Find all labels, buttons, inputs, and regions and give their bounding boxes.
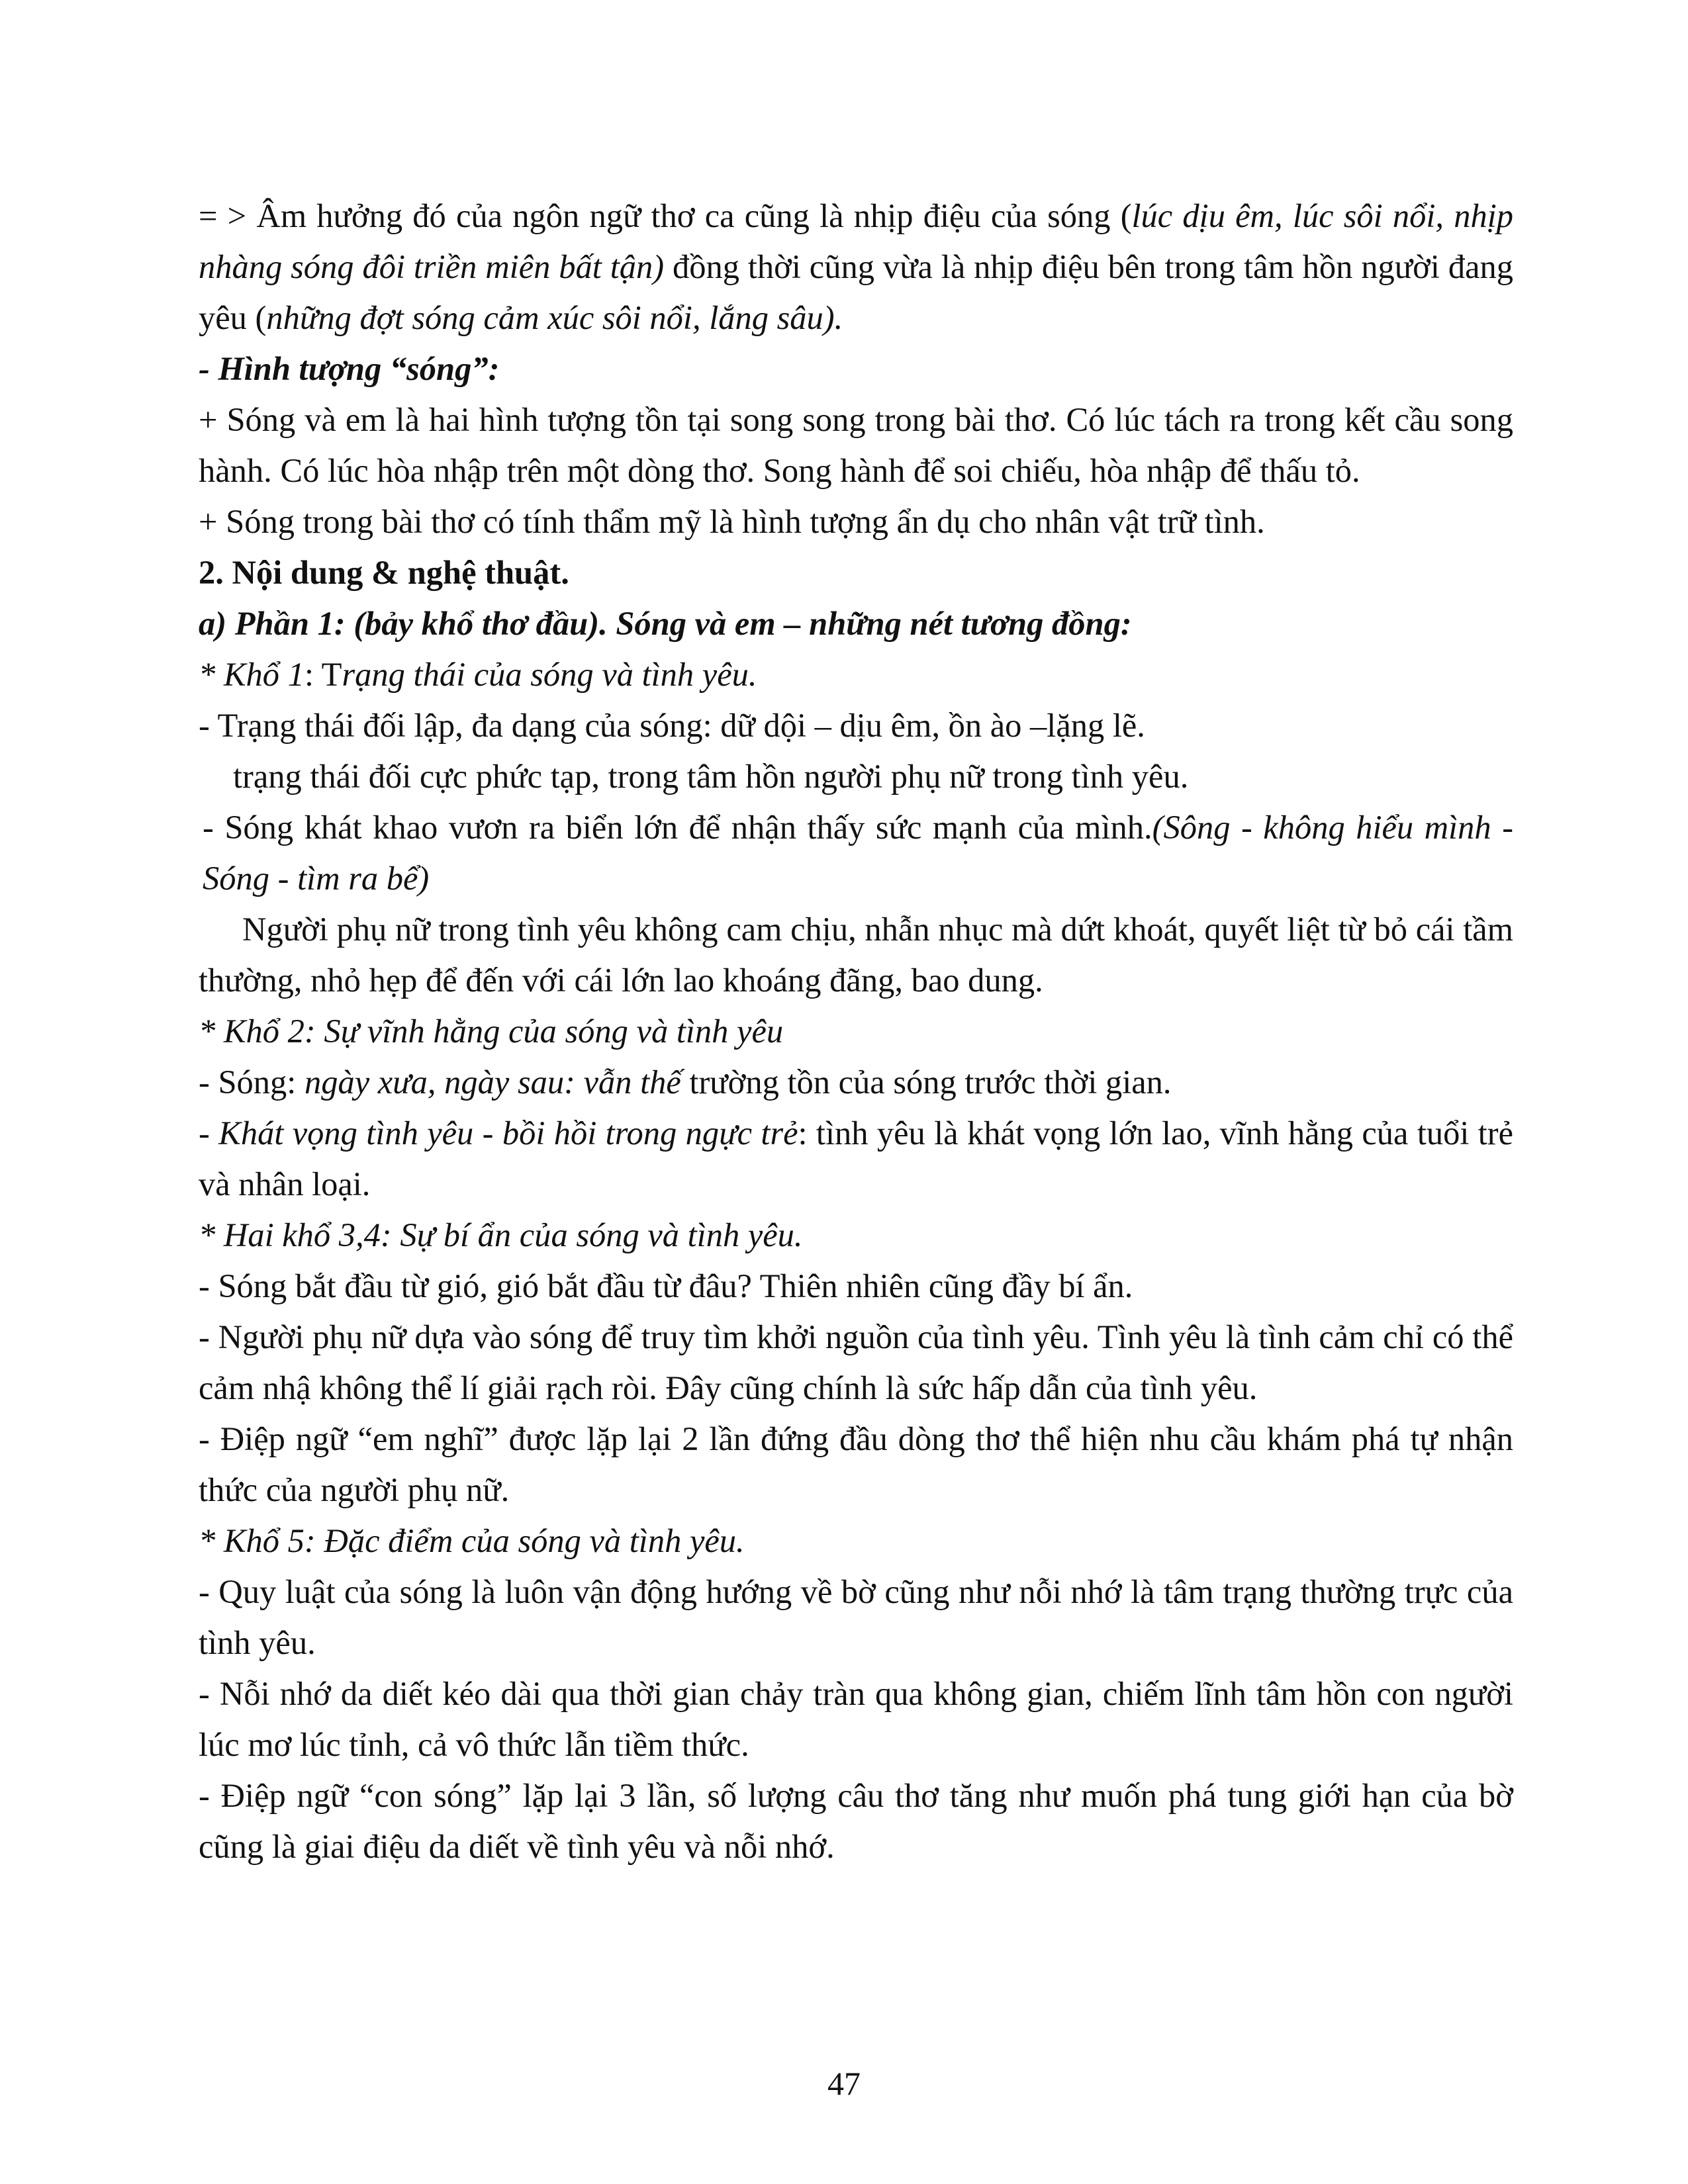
heading-kho-1: [199, 649, 1513, 700]
paragraph-bat-dau: - Sóng bắt đầu từ gió, gió bắt đầu từ đâu? Thiên nhiên cũng đầy bí ẩn.: [199, 1267, 1133, 1304]
italic-run: lúc dịu êm, lúc sôi nổi, nhịp nhàng sóng đôi triền miên bất tận): [199, 197, 1513, 285]
paragraph-khat-khao: [199, 802, 1513, 904]
paragraph-noi-nho: - Nỗi nhớ da diết kéo dài qua thời gian chảy tràn qua không gian, chiếm lĩnh tâm hồn con người lúc mơ lúc tỉnh, cả vô thức lẫn tiềm thức.: [199, 1675, 1513, 1763]
text-run: : T: [304, 656, 342, 693]
italic-run: (Sông - không hiểu mình - Sóng - tìm ra bể): [203, 809, 1514, 897]
text-run: - Sóng:: [199, 1064, 305, 1101]
text-run: : tình yêu là khát vọng lớn lao, vĩnh hằng của tuổi trẻ và nhân loại.: [199, 1115, 1514, 1203]
heading-kho-3-4: * Hai khổ 3,4: Sự bí ẩn của sóng và tình yêu.: [199, 1216, 803, 1253]
heading-kho-2: * Khổ 2: Sự vĩnh hằng của sóng và tình yêu: [199, 1013, 784, 1050]
heading-noi-dung-nghe-thuat: 2. Nội dung & nghệ thuật.: [199, 554, 569, 591]
italic-run: - Khát vọng tình yêu - bồi hồi trong ngực trẻ: [199, 1115, 798, 1152]
paragraph-quy-luat: - Quy luật của sóng là luôn vận động hướng về bờ cũng như nỗi nhớ là tâm trạng thường trực của tình yêu.: [199, 1573, 1513, 1661]
page-content: [199, 191, 1513, 1872]
paragraph-doi-lap: - Trạng thái đối lập, đa dạng của sóng: dữ dội – dịu êm, ồn ào –lặng lẽ.: [199, 707, 1145, 744]
italic-run: những đợt sóng cảm xúc sôi nổi, lắng sâu).: [266, 299, 843, 336]
paragraph-ngay-xua: [199, 1057, 1513, 1108]
text-run: = > Âm hưởng đó của ngôn ngữ thơ ca cũng là nhịp điệu của sóng (: [199, 197, 1132, 234]
text-run: đồng thời cũng vừa là nhịp điệu bên trong tâm hồn người đang yêu (: [199, 248, 1513, 336]
paragraph-em-nghi: - Điệp ngữ “em nghĩ” được lặp lại 2 lần đứng đầu dòng thơ thể hiện nhu cầu khám phá tự nhận thức của người phụ nữ.: [199, 1420, 1513, 1508]
paragraph-am-huong: [199, 191, 1513, 343]
paragraph-tham-my: + Sóng trong bài thơ có tính thẩm mỹ là hình tượng ẩn dụ cho nhân vật trữ tình.: [199, 503, 1265, 540]
heading-kho-5: * Khổ 5: Đặc điểm của sóng và tình yêu.: [199, 1522, 745, 1559]
heading-phan-1: a) Phần 1: (bảy khổ thơ đầu). Sóng và em – những nét tương đồng:: [199, 605, 1132, 642]
italic-run: ngày xưa, ngày sau: vẫn thế: [304, 1064, 681, 1101]
paragraph-khat-vong: [199, 1108, 1513, 1210]
heading-hinh-tuong-song: - Hình tượng “sóng”:: [199, 350, 500, 387]
italic-run: * Khổ 1: [199, 656, 305, 693]
text-run: trường tồn của sóng trước thời gian.: [680, 1064, 1172, 1101]
paragraph-con-song: - Điệp ngữ “con sóng” lặp lại 3 lần, số lượng câu thơ tăng như muốn phá tung giới hạn của bờ cũng là giai điệu da diết về tình yêu và nỗi nhớ.: [199, 1777, 1513, 1865]
paragraph-nguoi-phu-nu: Người phụ nữ trong tình yêu không cam chịu, nhẫn nhục mà dứt khoát, quyết liệt từ bỏ cái tầm thường, nhỏ hẹp để đến với cái lớn lao khoáng đãng, bao dung.: [199, 911, 1513, 999]
italic-run: rạng thái của sóng và tình yêu.: [342, 656, 757, 693]
paragraph-song-va-em: + Sóng và em là hai hình tượng tồn tại song song trong bài thơ. Có lúc tách ra trong kết cầu song hành. Có lúc hòa nhập trên một dòng thơ. Song hành để soi chiếu, hòa nhập để thấu tỏ.: [199, 401, 1513, 489]
page-number: 47: [827, 2065, 861, 2102]
paragraph-truy-tim: - Người phụ nữ dựa vào sóng để truy tìm khởi nguồn của tình yêu. Tình yêu là tình cảm chỉ có thể cảm nhậ không thể lí giải rạch ròi. Đây cũng chính là sức hấp dẫn của tình yêu.: [199, 1318, 1513, 1406]
paragraph-doi-cuc: trạng thái đối cực phức tạp, trong tâm hồn người phụ nữ trong tình yêu.: [233, 758, 1189, 795]
text-run: - Sóng khát khao vươn ra biển lớn để nhận thấy sức mạnh của mình.: [203, 809, 1152, 846]
